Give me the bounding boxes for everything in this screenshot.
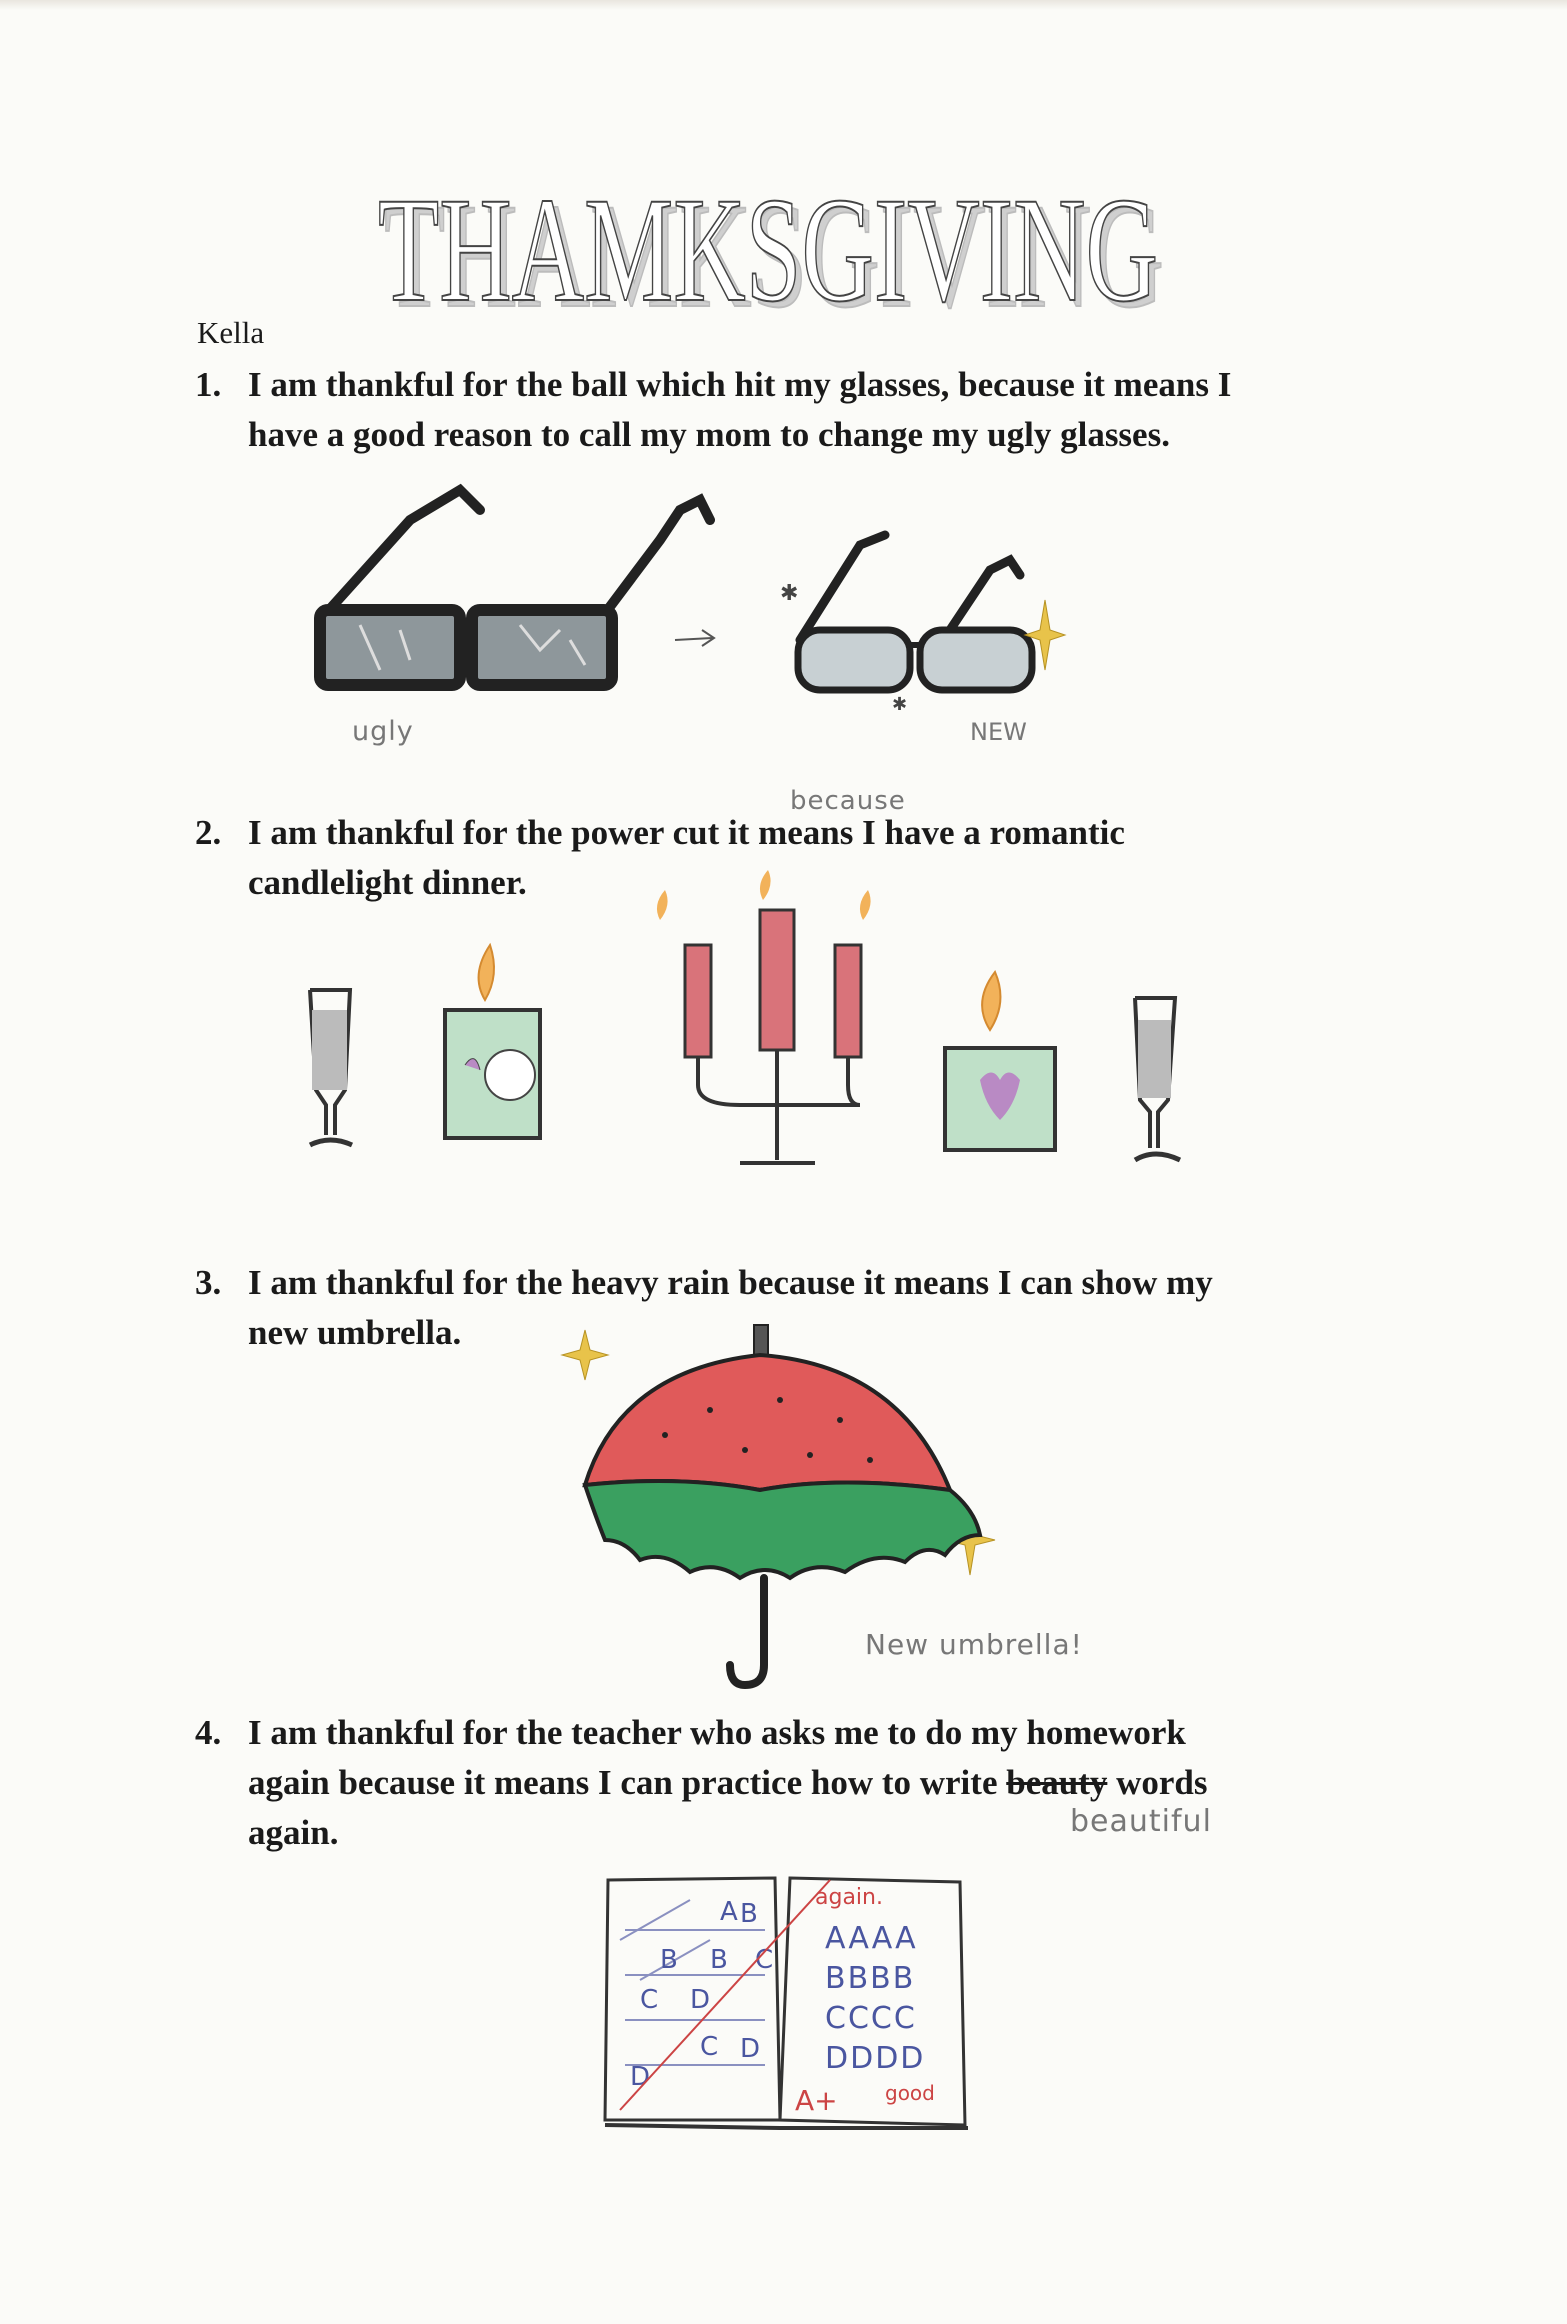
item-text-line: new umbrella.: [248, 1313, 462, 1352]
wine-glass-icon: [1135, 998, 1180, 1160]
umbrella-caption: New umbrella!: [865, 1628, 1083, 1661]
item-text-segment: again because it means I can practice how to write: [248, 1763, 998, 1802]
book-again: again.: [815, 1885, 883, 1910]
book-letter: C: [700, 2032, 719, 2062]
item-number: 4.: [195, 1713, 222, 1752]
item-number: 3.: [195, 1263, 222, 1302]
item-4: [195, 1708, 1208, 1858]
book-row: AAAA: [825, 1921, 918, 1956]
arrow-icon: [675, 630, 714, 646]
book-letter: D: [630, 2062, 651, 2092]
item-number: 1.: [195, 365, 222, 404]
sparkle-icon: [562, 1330, 608, 1380]
item-text-line: again.: [248, 1813, 339, 1852]
item-number: 2.: [195, 813, 222, 852]
jar-candle-icon: [945, 972, 1055, 1150]
candlelight-illustration: [300, 880, 1200, 1180]
title-shadow: THAMKSGIVING: [384, 173, 1164, 330]
book-row: CCCC: [825, 2001, 917, 2036]
item-text-line: I am thankful for the ball which hit my glasses, because it means I: [248, 365, 1232, 404]
candelabra-icon: [657, 870, 871, 1163]
book-row: BBBB: [825, 1961, 916, 1996]
grade-mark: A+: [795, 2084, 838, 2117]
page-edge: [0, 0, 1567, 10]
item-text-line: I am thankful for the teacher who asks me to do my homework: [248, 1713, 1186, 1752]
glasses-illustration: [300, 480, 1080, 760]
ugly-label: ugly: [352, 716, 414, 747]
book-letter: A: [720, 1897, 738, 1927]
book-letter: D: [690, 1985, 711, 2015]
book-letter: B: [740, 1899, 758, 1929]
jar-candle-icon: [445, 945, 540, 1138]
insert-note: because: [790, 786, 906, 816]
book-letter: B: [710, 1945, 728, 1975]
item-text-segment: I am thankful for the power cut: [248, 813, 720, 852]
item-1: [195, 360, 1231, 460]
page-title: [368, 150, 1168, 330]
title-text: THAMKSGIVING: [378, 167, 1158, 330]
book-letter: C: [755, 1945, 774, 1975]
wine-glass-icon: [310, 990, 352, 1145]
item-text-segment: words: [1116, 1763, 1208, 1802]
struck-word: beauty: [1006, 1763, 1108, 1802]
item-text-line: have a good reason to call my mom to change my ugly glasses.: [248, 415, 1170, 454]
book-letter: B: [660, 1945, 678, 1975]
ugly-glasses-icon: [320, 490, 710, 685]
item-text-line: I am thankful for the heavy rain because it means I can show my: [248, 1263, 1213, 1302]
star-icon: ✱: [780, 580, 799, 605]
book-row: DDDD: [825, 2041, 926, 2076]
item-text-segment: it means I have a romantic: [727, 813, 1125, 852]
book-letter: C: [640, 1985, 659, 2015]
book-letter: D: [740, 2034, 761, 2064]
author-name: Kella: [197, 315, 265, 350]
new-glasses-icon: [798, 535, 1032, 690]
new-label: NEW: [970, 718, 1027, 746]
notebook-illustration: [600, 1860, 980, 2140]
star-icon: ✱: [892, 694, 908, 714]
correction-note: beautiful: [1070, 1804, 1212, 1839]
teacher-comment: good: [885, 2081, 935, 2105]
item-text-line: candlelight dinner.: [248, 863, 527, 902]
